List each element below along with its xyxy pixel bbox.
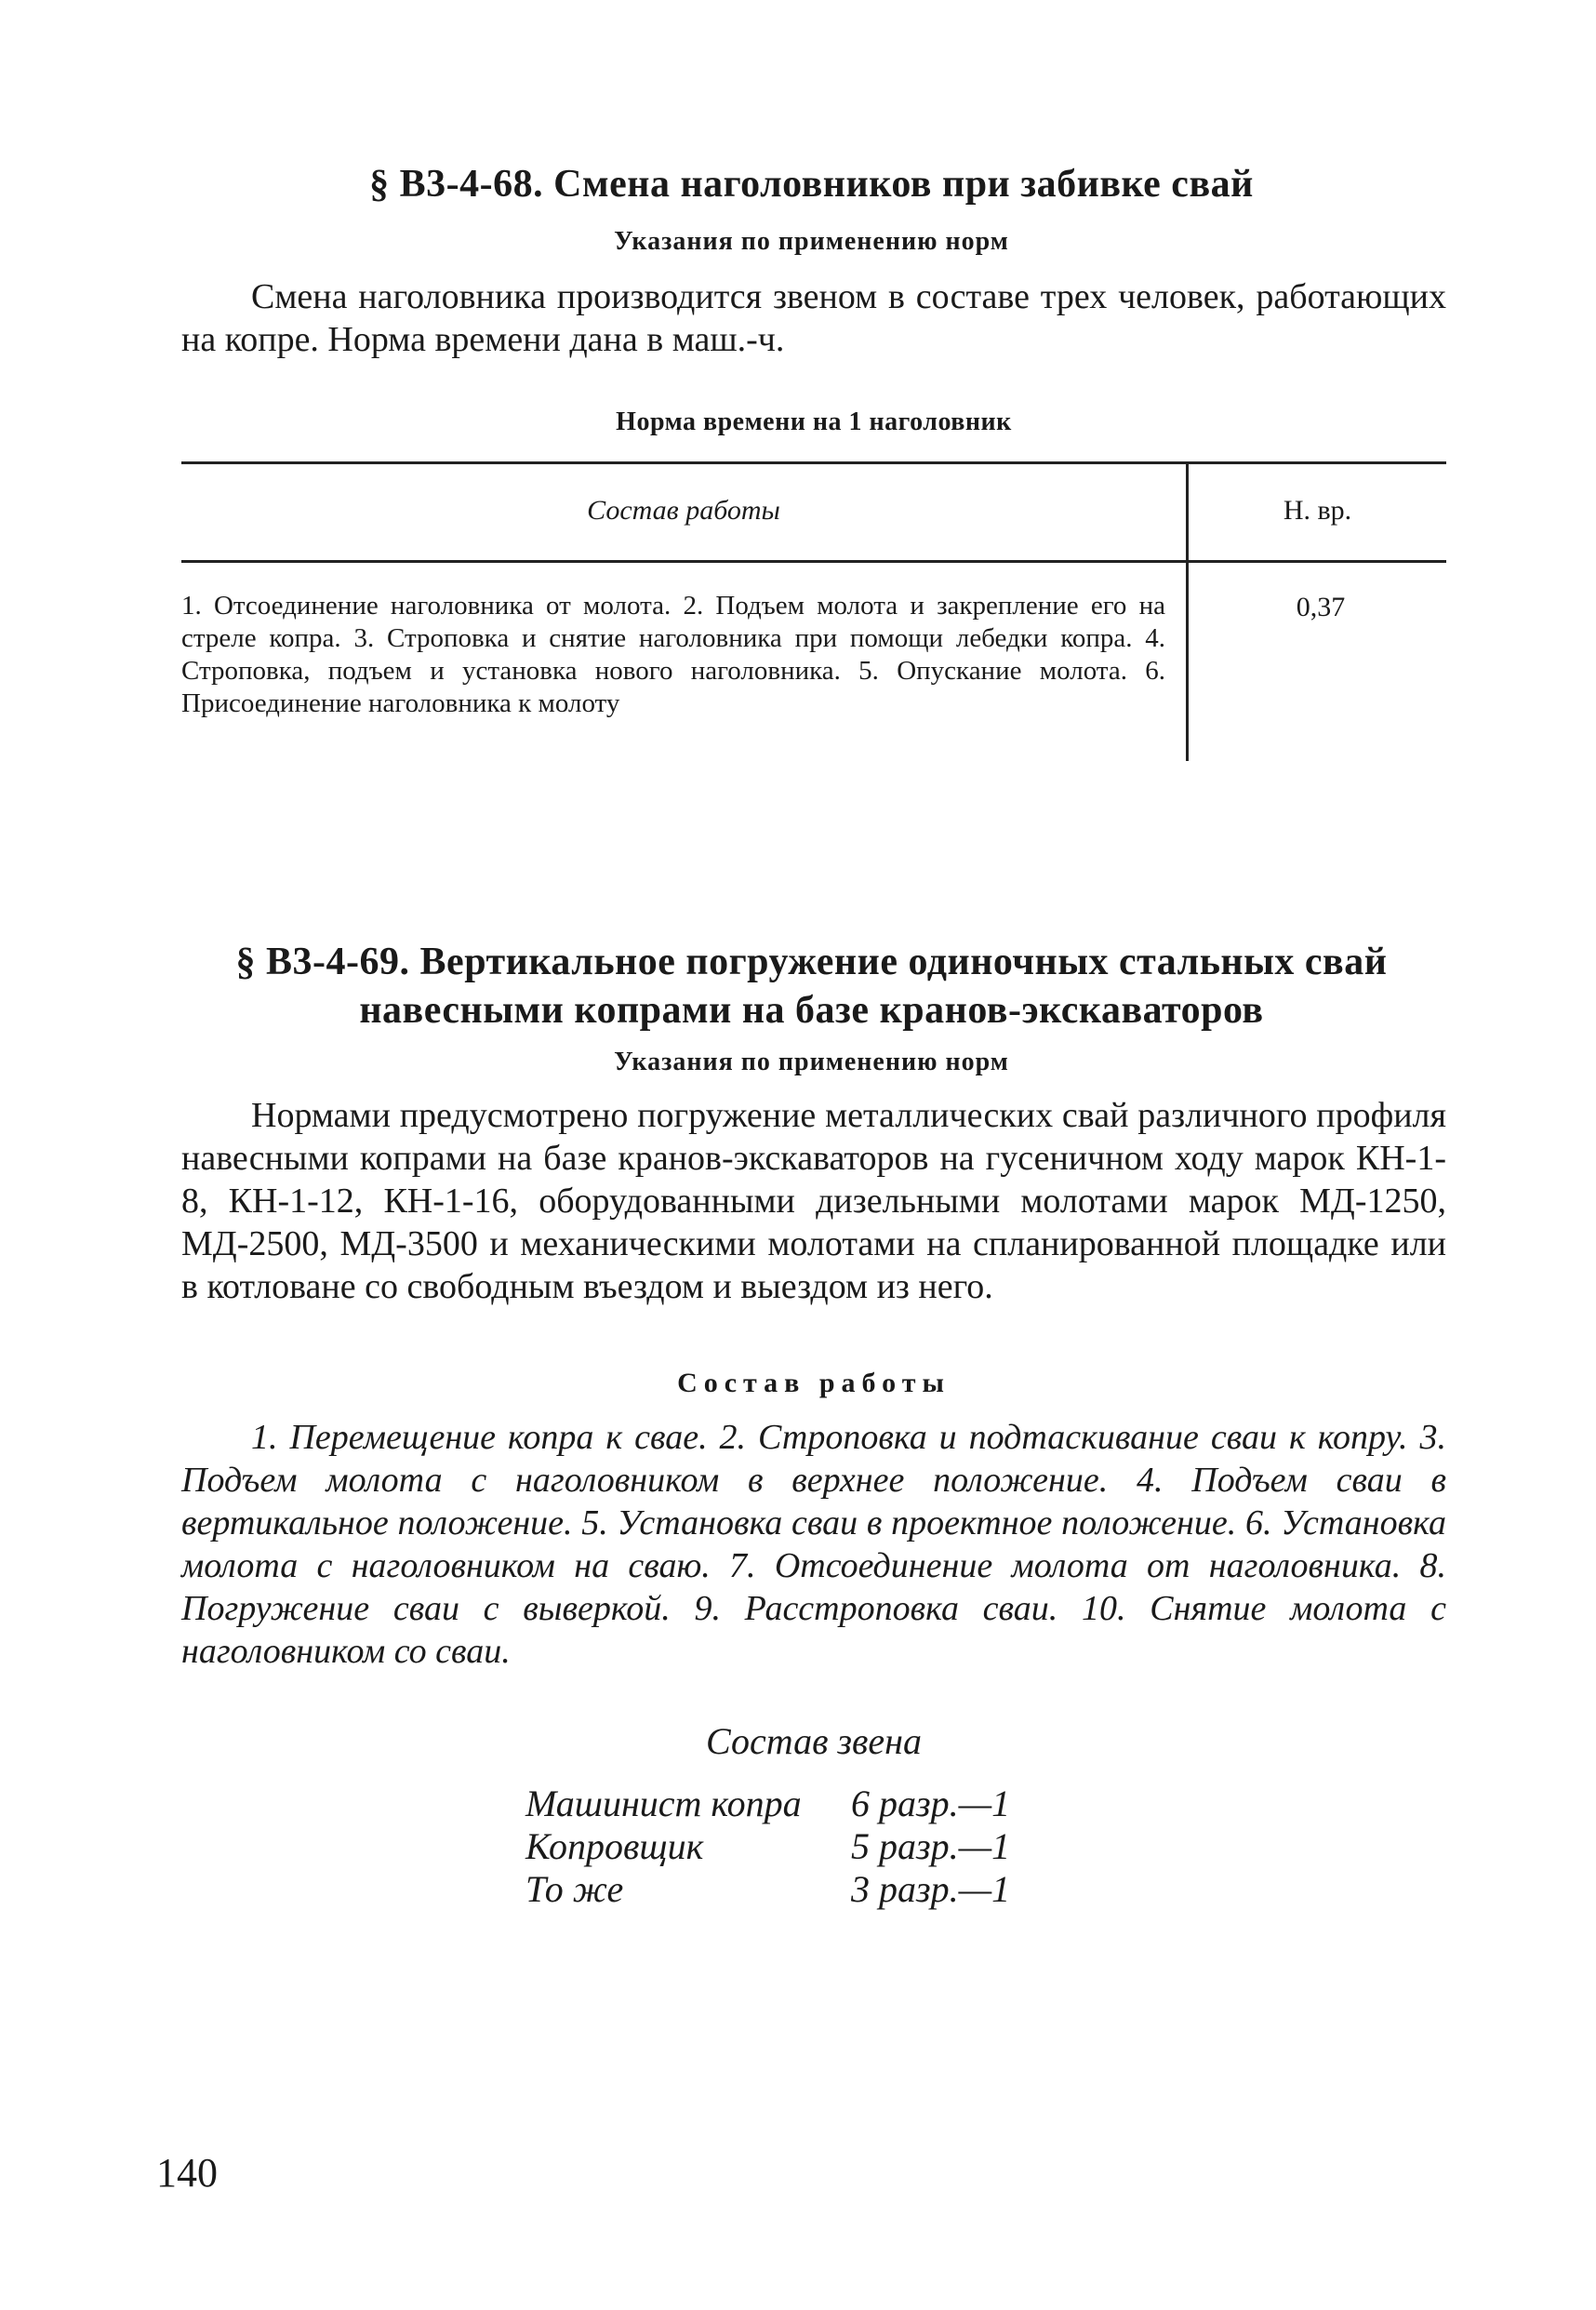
work-composition-paragraph: 1. Перемещение копра к свае. 2. Строповка и подтаскивание сваи к копру. 3. Подъем молота с наголовником в верхнее положение. 4. Подъем сваи в вертикальное положение. 5. Установка сваи в проектное положение. 6. Установка молота с наголовником на сваю. 7. Отсоединение молота от наголовника. 8. Погружение сваи с выверкой. 9. Расстроповка сваи. 10. Снятие молота с наголовником со сваи. [181, 1418, 1446, 1671]
crew-grade: 3 разр.—1 [851, 1868, 1011, 1910]
column-header-norm: Н. вр. [1283, 495, 1352, 526]
page-number: 140 [156, 2150, 218, 2196]
section-title-line-1: § В3-4-69. Вертикальное погружение одиночных стальных свай [235, 941, 1388, 983]
section-title-b3-4-69 [177, 938, 1446, 1035]
crew-grade: 6 разр.—1 [851, 1783, 1011, 1824]
crew-row [525, 1783, 1010, 1825]
crew-row [525, 1868, 1010, 1911]
table-header-rule [181, 560, 1446, 563]
crew-role: Копровщик [525, 1825, 704, 1867]
crew-role: Машинист копра [525, 1783, 802, 1824]
crew-heading: Состав звена [705, 1720, 922, 1762]
guidance-paragraph: Нормами предусмотрено погружение металлических свай различного профиля навесными копрами на базе кранов-экскаваторов на гусеничном ходу марок КН-1-8, КН-1-12, КН-1-16, оборудованными дизельными молотами марок МД-1250, МД-2500, МД-3500 и механическими молотами на спланированной площадке или в котловане со свободным въездом и выездом из него. [181, 1096, 1446, 1306]
work-composition-heading: Состав работы [677, 1368, 951, 1398]
guidance-heading: Указания по применению норм [614, 227, 1009, 256]
crew-grade: 5 разр.—1 [851, 1825, 1011, 1867]
norm-table-title: Норма времени на 1 наголовник [616, 407, 1012, 436]
column-header-work: Состав работы [587, 495, 780, 526]
table-cell-norm: 0,37 [1296, 592, 1346, 622]
table-top-rule [181, 461, 1446, 464]
guidance-heading: Указания по применению норм [614, 1048, 1009, 1076]
table-cell-work: 1. Отсоединение наголовника от молота. 2. Подъем молота и закрепление его на стреле копра. 3. Строповка и снятие наголовника при помощи лебедки копра. 4. Строповка, подъем и установка нового наголовника. 5. Опускание молота. 6. Присоединение наголовника к молоту [181, 591, 1165, 718]
crew-role: То же [525, 1868, 624, 1910]
section-title-line-2: навесными копрами на базе кранов-экскаваторов [359, 989, 1264, 1032]
crew-row [525, 1825, 1010, 1868]
guidance-paragraph: Смена наголовника производится звеном в составе трех человек, работающих на копре. Норма времени дана в маш.-ч. [181, 277, 1446, 359]
section-title-b3-4-68: § В3-4-68. Смена наголовников при забивке свай [369, 163, 1254, 206]
